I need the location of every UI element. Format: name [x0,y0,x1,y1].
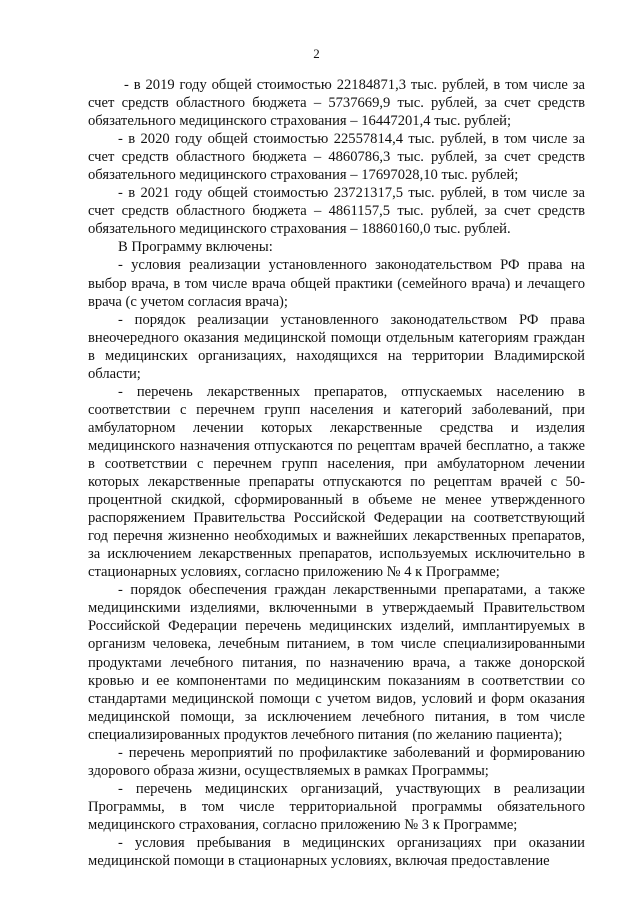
included-item-drug-list: - перечень лекарственных препаратов, отпускаемых населению в соответствии с перечнем групп населения и категорий заболеваний, при амбулаторном лечении которых лекарственные средства и изделия медицинского назначения отпускаются по рецептам врачей бесплатно, а также в соответствии с перечнем групп населения, при амбулаторном лечении которых лекарственные препараты отпускаются по рецептам врачей с 50-процентной скидкой, сформированный в объеме не менее утвержденного распоряжением Правительства Российской Федерации на соответствующий год перечня жизненно необходимых и важнейших лекарственных препаратов, за исключением лекарственных препаратов, используемых исключительно в стационарных условиях, согласно приложению № 4 к Программе; [88,383,585,581]
page-number: 2 [313,46,320,61]
included-heading: В Программу включены: [118,239,273,256]
included-item-priority-care: - порядок реализации установленного законодательством РФ права внеочередного оказания медицинской помощи отдельным категориям граждан в медицинских организациях, находящихся на территории Владимирской области; [88,311,585,382]
included-item-organizations: - перечень медицинских организаций, участвующих в реализации Программы, в том числе территориальной программы обязательного медицинского страхования, согласно приложению № 3 к Программе; [88,780,585,833]
included-item-prevention: - перечень мероприятий по профилактике заболеваний и формированию здорового образа жизни, осуществляемых в рамках Программы; [88,744,585,779]
funding-2021-paragraph: - в 2021 году общей стоимостью 23721317,5 тыс. рублей, в том числе за счет средств областного бюджета – 4861157,5 тыс. рублей, за счет средств обязательного медицинского страхования – 18860160,0 тыс. рублей. [88,185,585,238]
included-item-doctor-choice: - условия реализации установленного законодательством РФ права на выбор врача, в том числе врача общей практики (семейного врача) и лечащего врача (с учетом согласия врача); [88,257,585,310]
funding-2020-paragraph: - в 2020 году общей стоимостью 22557814,4 тыс. рублей, в том числе за счет средств областного бюджета – 4860786,3 тыс. рублей, за счет средств обязательного медицинского страхования – 17697028,10 тыс. рублей; [88,131,585,184]
included-item-drug-provision: - порядок обеспечения граждан лекарственными препаратами, а также медицинскими изделиями, включенными в утверждаемый Правительством Российской Федерации перечень медицинских изделий, имплантируемых в организм человека, лечебным питанием, в том числе специализированными продуктами лечебного питания, по назначению врача, а также донорской кровью и ее компонентами по медицинским показаниям в соответствии со стандартами медицинской помощи с учетом видов, условий и форм оказания медицинской помощи, за исключением лечебного питания, в том числе специализированных продуктов лечебного питания (по желанию пациента); [88,582,585,743]
included-item-inpatient-conditions: - условия пребывания в медицинских организациях при оказании медицинской помощи в стационарных условиях, включая предоставление [88,834,585,870]
funding-2019-paragraph: - в 2019 году общей стоимостью 22184871,3 тыс. рублей, в том числе за счет средств областного бюджета – 5737669,9 тыс. рублей, за счет средств обязательного медицинского страхования – 16447201,4 тыс. рублей; [88,77,585,130]
